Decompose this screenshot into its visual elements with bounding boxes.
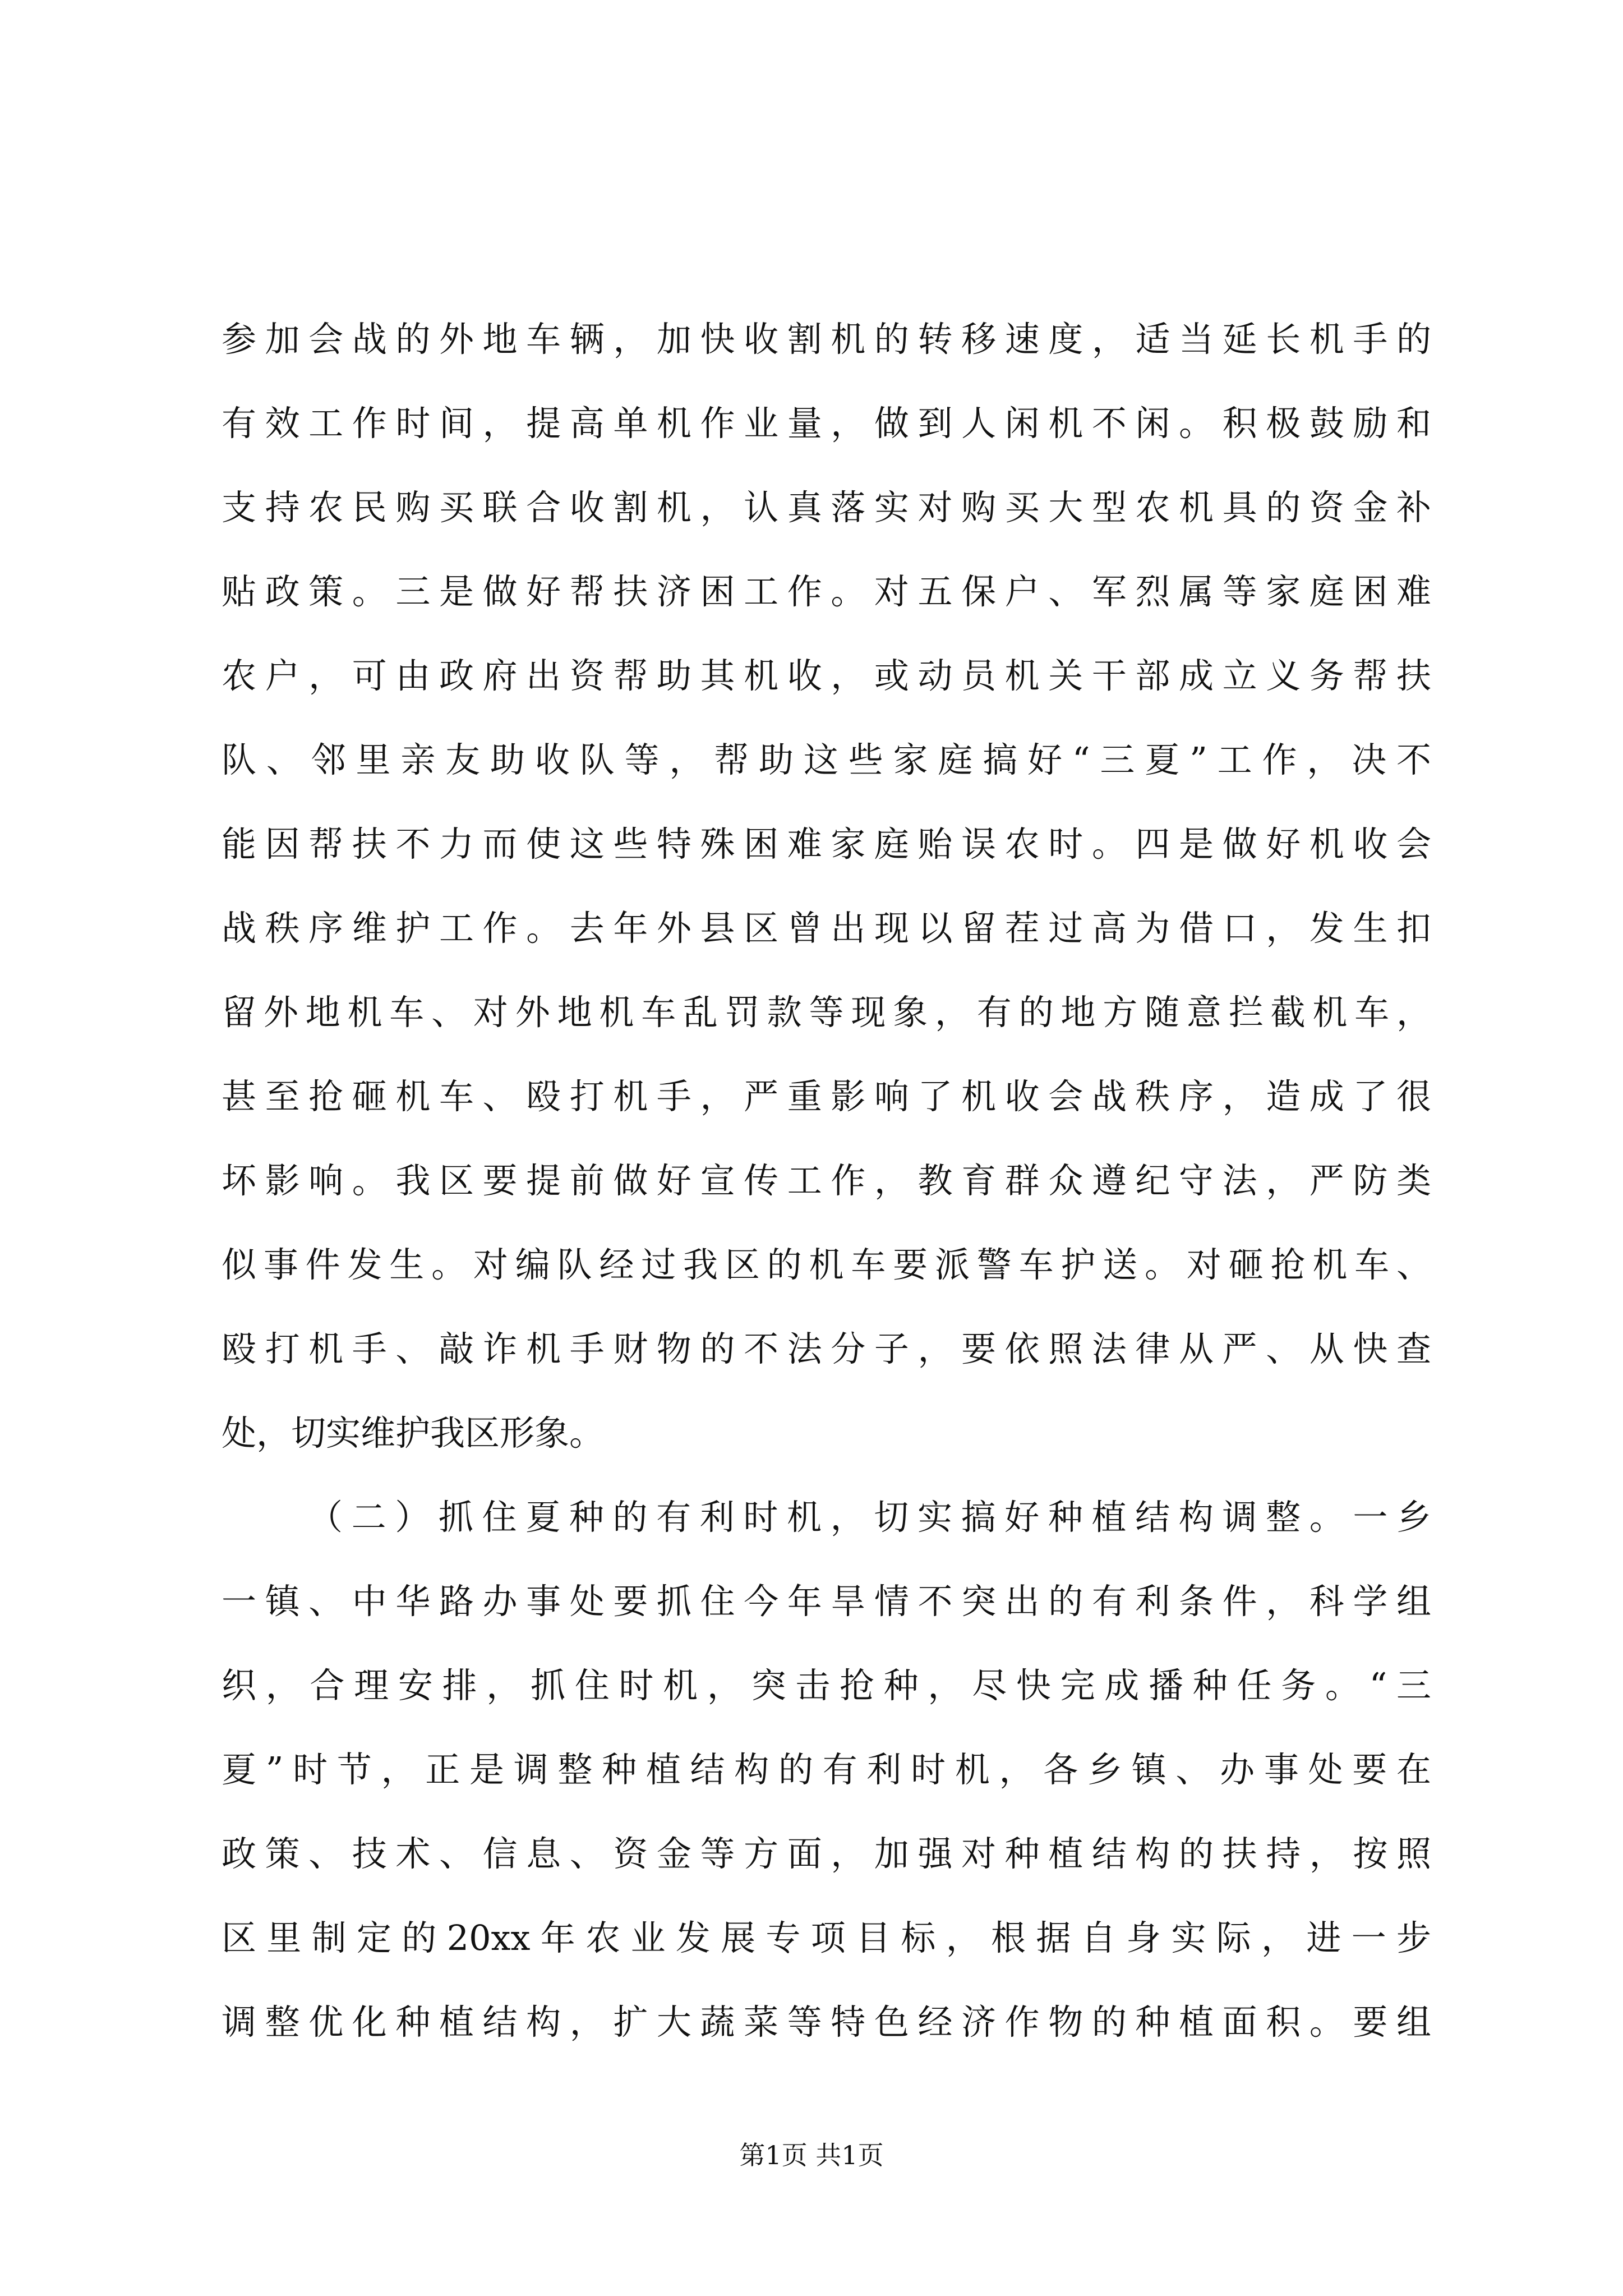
document-body	[222, 297, 1431, 2064]
body-line: 政策、技术、信息、资金等方面，加强对种植结构的扶持，按照	[222, 1833, 1431, 1874]
body-line: 支持农民购买联合收割机，认真落实对购买大型农机具的资金补	[222, 487, 1431, 528]
body-line: 处，切实维护我区形象。	[222, 1412, 605, 1453]
body-line: 甚至抢砸机车、殴打机手，严重影响了机收会战秩序，造成了很	[222, 1076, 1431, 1117]
body-line: 留外地机车、对外地机车乱罚款等现象，有的地方随意拦截机车，	[222, 992, 1431, 1033]
body-line: 队、邻里亲友助收队等，帮助这些家庭搞好“三夏”工作，决不	[222, 739, 1431, 780]
paragraph	[222, 1475, 1431, 2064]
body-line: 殴打机手、敲诈机手财物的不法分子，要依照法律从严、从快查	[222, 1328, 1431, 1369]
paragraph	[222, 297, 1431, 1475]
body-line: 农户，可由政府出资帮助其机收，或动员机关干部成立义务帮扶	[222, 655, 1431, 696]
body-line: （二）抓住夏种的有利时机，切实搞好种植结构调整。一乡	[308, 1497, 1431, 1538]
body-line: 贴政策。三是做好帮扶济困工作。对五保户、军烈属等家庭困难	[222, 571, 1431, 612]
body-line: 坏影响。我区要提前做好宣传工作，教育群众遵纪守法，严防类	[222, 1160, 1431, 1201]
body-line: 似事件发生。对编队经过我区的机车要派警车护送。对砸抢机车、	[222, 1244, 1431, 1285]
page-footer: 第1页 共1页	[739, 2140, 884, 2170]
body-line: 有效工作时间，提高单机作业量，做到人闲机不闲。积极鼓励和	[222, 403, 1431, 444]
body-line: 调整优化种植结构，扩大蔬菜等特色经济作物的种植面积。要组	[222, 2001, 1431, 2042]
body-line: 参加会战的外地车辆，加快收割机的转移速度，适当延长机手的	[222, 319, 1431, 360]
body-line: 夏”时节，正是调整种植结构的有利时机，各乡镇、办事处要在	[222, 1749, 1431, 1790]
body-line: 一镇、中华路办事处要抓住今年旱情不突出的有利条件，科学组	[222, 1581, 1431, 1622]
body-line: 织，合理安排，抓住时机，突击抢种，尽快完成播种任务。“三	[222, 1665, 1431, 1706]
body-line: 战秩序维护工作。去年外县区曾出现以留茬过高为借口，发生扣	[222, 908, 1431, 949]
body-line: 区里制定的20xx年农业发展专项目标，根据自身实际，进一步	[222, 1917, 1431, 1958]
body-line: 能因帮扶不力而使这些特殊困难家庭贻误农时。四是做好机收会	[222, 823, 1431, 864]
